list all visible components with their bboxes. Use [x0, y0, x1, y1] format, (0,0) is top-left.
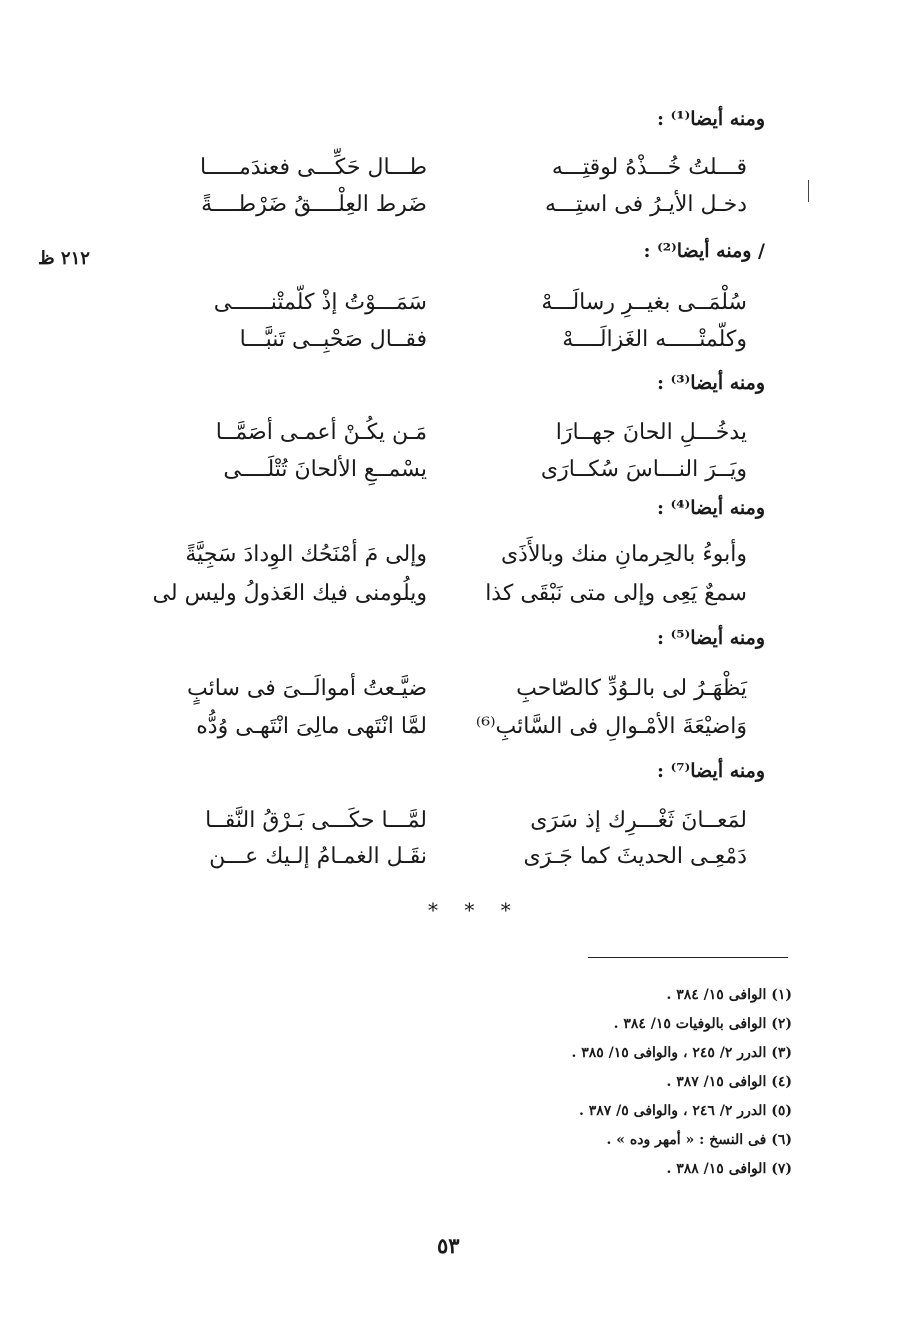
verse-first-hemistich: يسْمــعِ الألحانَ تُتْلَــــى [223, 457, 427, 482]
verse-first-hemistich: ويلُومنى فيك العَذولُ وليس لى [152, 581, 427, 606]
footnote: (٧) الوافى ١٥/ ٣٨٨ . [666, 1161, 792, 1177]
footnote: (٣) الدرر ٢/ ٢٤٥ ، والوافى ١٥/ ٣٨٥ . [571, 1045, 792, 1061]
verse-second-hemistich: سُلْمَــى بغيــرِ رسالَـــهْ [541, 290, 747, 315]
verse-second-hemistich: دخـل الأيـرُ فى استِـــه [544, 192, 747, 217]
margin-rule [808, 180, 809, 202]
section-separator: * * * [428, 898, 521, 922]
verse-first-hemistich: فقــال صَحْبِــى تَنبَّـــا [239, 327, 427, 352]
verse-second-hemistich: ويَــرَ النـــاسَ سُكــارَى [540, 457, 747, 482]
poem-intro: ومنه أيضا⁽⁴⁾ : [656, 497, 765, 519]
footnote: (١) الوافى ١٥/ ٣٨٤ . [666, 987, 792, 1003]
poem-intro: ومنه أيضا⁽⁵⁾ : [656, 627, 765, 649]
verse-second-hemistich: قـــلتُ خُـــذْهُ لوقتِـــه [551, 155, 747, 180]
poem-intro: ومنه أيضا⁽³⁾ : [656, 372, 765, 394]
verse-first-hemistich: وإلى مَ أمْنَحُك الوِدادَ سَجِيَّةً [185, 542, 427, 567]
verse-first-hemistich: مَـن يكُـنْ أعمـى أصَمَّــا [215, 420, 427, 445]
verse-second-hemistich: وَاضيْعَةَ الأمْـوالِ فى السَّائبِ⁽⁶⁾ [475, 714, 747, 739]
verse-second-hemistich: يَظْهَـرُ لى بالـوُدِّ كالصّاحبِ [516, 676, 747, 701]
verse-first-hemistich: نقَـل الغمـامُ إلـيك عـــن [209, 844, 427, 869]
verse-second-hemistich: يدخُـــلِ الحانَ جهــارَا [555, 420, 747, 445]
verse-second-hemistich: دَمْعِـى الحديثَ كما جَـرَى [523, 844, 747, 869]
footnote-divider [588, 957, 788, 958]
footnote: (٥) الدرر ٢/ ٢٤٦ ، والوافى ٥/ ٣٨٧ . [578, 1103, 792, 1119]
footnote: (٦) فى النسخ : « أمهر وده » . [606, 1132, 792, 1148]
verse-first-hemistich: سَمَـــوْتُ إذْ كلّمتْنــــــى [213, 290, 427, 315]
verse-second-hemistich: سمعٌ يَعِى وإلى متى نَبْقَى كذا [485, 581, 747, 606]
poem-intro: / ومنه أيضا⁽²⁾ : [643, 240, 765, 262]
poem-intro: ومنه أيضا⁽⁷⁾ : [656, 760, 765, 782]
verse-first-hemistich: ضيَّـعتُ أموالَــىَ فى سائبٍ [187, 676, 427, 701]
poem-intro: ومنه أيضا⁽¹⁾ : [656, 108, 765, 130]
verse-first-hemistich: لمَّـــا حكَـــى بَـرْقُ النَّقــا [205, 808, 427, 833]
verse-second-hemistich: وكلّمتْـــــه الغَزالَــــهْ [562, 327, 747, 352]
footnote: (٢) الوافى بالوفيات ١٥/ ٣٨٤ . [613, 1016, 792, 1032]
page-number: ٥٣ [437, 1233, 460, 1258]
verse-first-hemistich: لمَّا انْتَهى مالِىَ انْتَهـى وُدُّه [196, 714, 427, 739]
verse-first-hemistich: طـــال حَكِّـــى فعندَمـــــا [200, 155, 427, 180]
footnote: (٤) الوافى ١٥/ ٣٨٧ . [666, 1074, 792, 1090]
verse-second-hemistich: وأبوءُ بالحِرمانِ منك وبالأَذَى [500, 542, 747, 567]
margin-folio-note: ٢١٢ ظ [38, 248, 90, 269]
verse-first-hemistich: ضَرط العِلْــــقُ ضَرْطــــةً [201, 192, 427, 217]
verse-second-hemistich: لمَعــانَ ثَغْـــرِك إذ سَرَى [530, 808, 747, 833]
